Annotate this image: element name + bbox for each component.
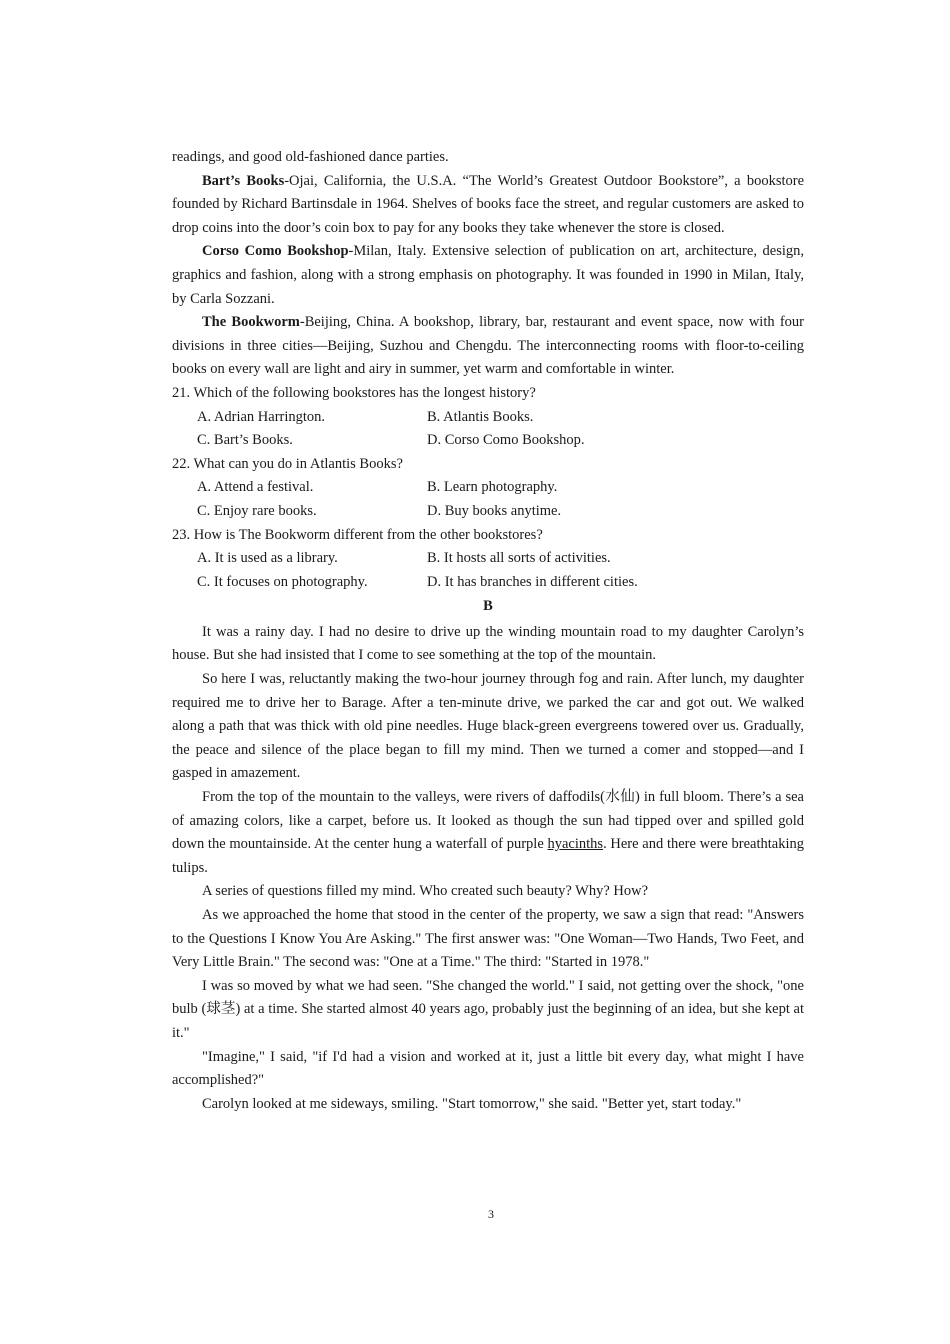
- store-description: -Milan, Italy. Extensive selection of publication on art, architecture, design, graphics and fashion, along with a strong emphasis on photography. It was founded in 1990 in Milan, Italy, by Carla Sozzani.: [172, 243, 805, 307]
- question-stem: 23. How is The Bookworm different from the other bookstores?: [172, 526, 543, 543]
- store-entry: [172, 240, 804, 311]
- story-paragraph: "Imagine," I said, "if I'd had a vision and worked at it, just a little bit every day, what might I have accomplished?": [172, 1048, 804, 1089]
- option-c: C. It focuses on photography.: [197, 573, 368, 590]
- section-b-title: B: [483, 598, 493, 615]
- story-paragraph: As we approached the home that stood in the center of the property, we saw a sign that read: "Answers to the Questions I Know You Are Asking." The first answer was: "One Woman—Two Hands, Two Feet, and Very Little Brain." The second was: "One at a Time." The third: "Started in 1978.": [172, 907, 804, 971]
- underlined-word: hyacinths: [547, 836, 604, 853]
- store-name: Bart’s Books: [202, 172, 285, 189]
- question-stem: 21. Which of the following bookstores has the longest history?: [172, 384, 536, 401]
- story-paragraph: Carolyn looked at me sideways, smiling. "Start tomorrow," she said. "Better yet, start today.": [202, 1095, 742, 1112]
- option-b: B. It hosts all sorts of activities.: [427, 550, 611, 567]
- question-block: [172, 524, 804, 595]
- story-paragraph: [172, 786, 804, 880]
- daffodil-sentence: From the top of the mountain to the valleys, were rivers of daffodils(水仙) in full bloom.: [202, 789, 724, 806]
- story-paragraph: A series of questions filled my mind. Who created such beauty? Why? How?: [202, 883, 649, 900]
- colors-sentence: There’s a sea of amazing colors, like a carpet, before us. It looked as though the sun had tipped over and spilled gold down the mountainside. At the center hung a waterfall of purple: [172, 789, 804, 853]
- story-paragraph: It was a rainy day. I had no desire to drive up the winding mountain road to my daughter Carolyn’s house. But she had insisted that I come to see something at the top of the mountain.: [172, 623, 804, 664]
- page-content: [172, 146, 804, 1116]
- story-paragraph: I was so moved by what we had seen. "She changed the world." I said, not getting over the shock, "one bulb (球茎) at a time. She started almost 40 years ago, probably just the beginning of an idea, but she kept at it.": [172, 977, 804, 1041]
- option-d: D. Buy books anytime.: [427, 502, 562, 519]
- store-entry: [172, 311, 804, 382]
- passage-a-continuation: readings, and good old-fashioned dance parties.: [172, 149, 449, 165]
- option-d: D. Corso Como Bookshop.: [427, 432, 585, 449]
- option-d: D. It has branches in different cities.: [427, 573, 638, 590]
- option-a: A. Adrian Harrington.: [197, 408, 326, 425]
- option-b: B. Atlantis Books.: [427, 408, 534, 425]
- tulips-sentence: . Here and there were breathtaking tulips.: [172, 836, 804, 876]
- options-grid: [172, 547, 804, 594]
- question-block: [172, 382, 804, 453]
- question-block: [172, 453, 804, 524]
- store-description: -Ojai, California, the U.S.A. “The World’s Greatest Outdoor Bookstore”, a bookstore founded by Richard Bartinsdale in 1964. Shelves of books face the street, and regular customers are asked to drop coins into the door’s coin box to pay for any books they take whenever the store is closed.: [172, 172, 804, 236]
- options-grid: [172, 476, 804, 523]
- question-stem: 22. What can you do in Atlantis Books?: [172, 455, 403, 472]
- options-grid: [172, 406, 804, 453]
- store-name: The Bookworm: [202, 314, 300, 331]
- option-c: C. Bart’s Books.: [197, 432, 293, 449]
- story-paragraph: So here I was, reluctantly making the two-hour journey through fog and rain. After lunch, my daughter required me to drive her to Barage. After a ten-minute drive, we parked the car and got out. We walked along a path that was thick with old pine needles. Huge black-green evergreens towered over us. Gradually, the peace and silence of the place began to fill my mind. Then we turned a comer and stopped—and I gasped in amazement.: [172, 671, 804, 782]
- option-c: C. Enjoy rare books.: [197, 502, 317, 519]
- store-name: Corso Como Bookshop: [202, 243, 349, 260]
- option-a: A. Attend a festival.: [197, 479, 314, 496]
- store-description: -Beijing, China. A bookshop, library, bar, restaurant and event space, now with four divisions in three cities—Beijing, Suzhou and Chengdu. The interconnecting rooms with floor-to-ceiling books on every wall are light and airy in summer, yet warm and comfortable in winter.: [172, 314, 804, 378]
- option-b: B. Learn photography.: [427, 479, 558, 496]
- store-entry: [172, 170, 804, 241]
- option-a: A. It is used as a library.: [197, 550, 338, 567]
- page-number: 3: [488, 1207, 494, 1221]
